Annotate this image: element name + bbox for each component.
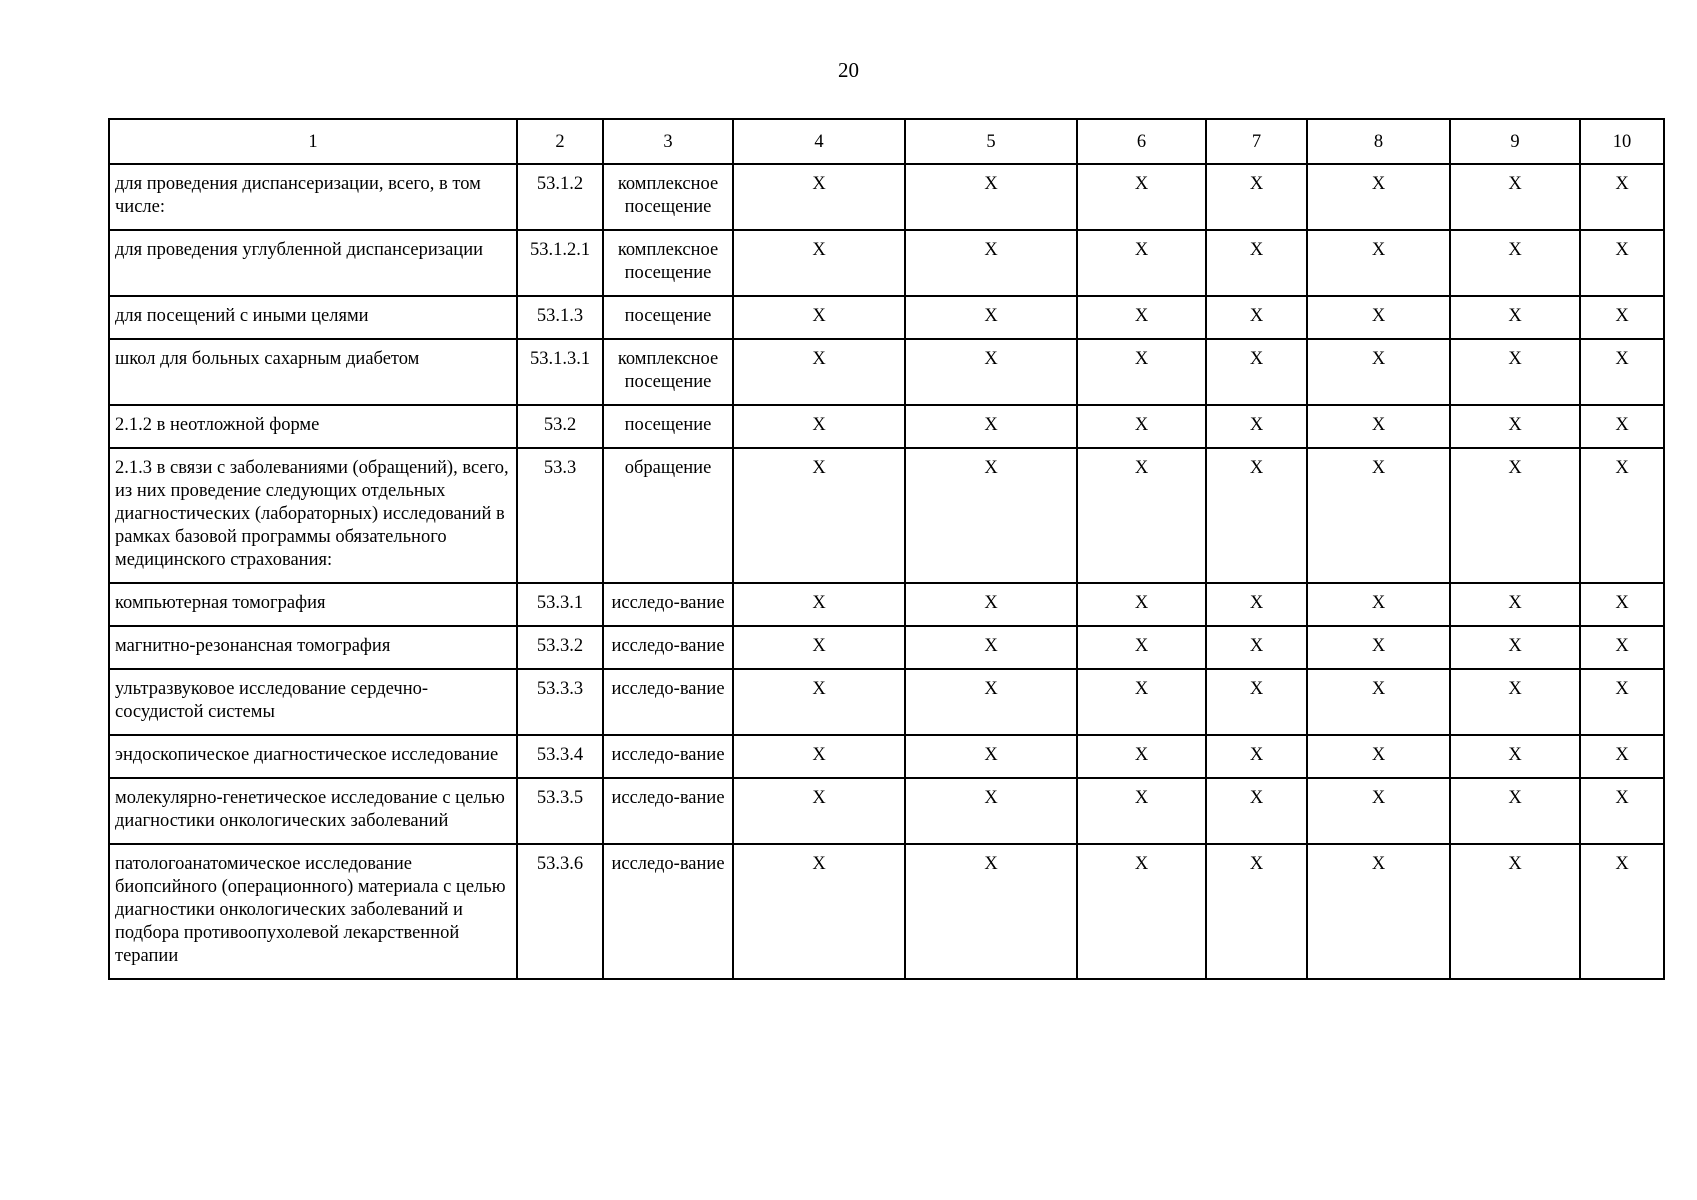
row-value-cell-col8: Х	[1307, 230, 1450, 296]
table-row	[109, 448, 1664, 583]
row-value-cell-col8: Х	[1307, 669, 1450, 735]
row-name-cell: ультразвуковое исследование сердечно-сосудистой системы	[109, 669, 517, 735]
row-name-cell: для проведения диспансеризации, всего, в том числе:	[109, 164, 517, 230]
row-value-cell-col9: Х	[1450, 296, 1580, 339]
table-row	[109, 164, 1664, 230]
row-value-cell-col7: Х	[1206, 448, 1307, 583]
row-unit-cell: исследо-вание	[603, 735, 733, 778]
row-unit-cell: посещение	[603, 296, 733, 339]
table-row	[109, 669, 1664, 735]
row-value-cell-col9: Х	[1450, 230, 1580, 296]
row-value-cell-col10: Х	[1580, 735, 1664, 778]
row-value-cell-col5: Х	[905, 669, 1077, 735]
row-value-cell-col4: Х	[733, 405, 905, 448]
row-value-cell-col6: Х	[1077, 296, 1206, 339]
table-body	[109, 164, 1664, 979]
row-value-cell-col8: Х	[1307, 164, 1450, 230]
row-value-cell-col6: Х	[1077, 448, 1206, 583]
row-value-cell-col7: Х	[1206, 164, 1307, 230]
page-number: 20	[838, 58, 859, 82]
table-header	[109, 119, 1664, 164]
row-value-cell-col8: Х	[1307, 296, 1450, 339]
row-value-cell-col9: Х	[1450, 844, 1580, 979]
data-table	[108, 118, 1665, 980]
row-name-cell: компьютерная томография	[109, 583, 517, 626]
row-unit-cell: исследо-вание	[603, 844, 733, 979]
row-code-cell: 53.1.3	[517, 296, 603, 339]
row-value-cell-col7: Х	[1206, 735, 1307, 778]
row-value-cell-col8: Х	[1307, 735, 1450, 778]
row-value-cell-col4: Х	[733, 230, 905, 296]
row-value-cell-col4: Х	[733, 844, 905, 979]
row-name-cell: эндоскопическое диагностическое исследование	[109, 735, 517, 778]
row-value-cell-col8: Х	[1307, 405, 1450, 448]
row-value-cell-col6: Х	[1077, 778, 1206, 844]
row-unit-cell: комплексное посещение	[603, 164, 733, 230]
row-value-cell-col6: Х	[1077, 230, 1206, 296]
table-row	[109, 339, 1664, 405]
row-value-cell-col6: Х	[1077, 735, 1206, 778]
row-value-cell-col9: Х	[1450, 448, 1580, 583]
row-name-cell: патологоанатомическое исследование биопсийного (операционного) материала с целью диагностики онкологических заболеваний и подбора противоопухолевой лекарственной терапии	[109, 844, 517, 979]
row-value-cell-col9: Х	[1450, 405, 1580, 448]
row-code-cell: 53.3.6	[517, 844, 603, 979]
table-row	[109, 296, 1664, 339]
row-code-cell: 53.3.1	[517, 583, 603, 626]
row-value-cell-col8: Х	[1307, 778, 1450, 844]
row-value-cell-col6: Х	[1077, 339, 1206, 405]
row-value-cell-col7: Х	[1206, 339, 1307, 405]
row-value-cell-col9: Х	[1450, 164, 1580, 230]
column-header-10: 10	[1580, 119, 1664, 164]
table-row	[109, 583, 1664, 626]
row-name-cell: для проведения углубленной диспансеризации	[109, 230, 517, 296]
row-value-cell-col7: Х	[1206, 669, 1307, 735]
row-unit-cell: исследо-вание	[603, 583, 733, 626]
row-value-cell-col9: Х	[1450, 583, 1580, 626]
row-value-cell-col4: Х	[733, 448, 905, 583]
row-unit-cell: комплексное посещение	[603, 339, 733, 405]
row-value-cell-col8: Х	[1307, 448, 1450, 583]
row-code-cell: 53.3.2	[517, 626, 603, 669]
row-value-cell-col4: Х	[733, 164, 905, 230]
row-code-cell: 53.3.4	[517, 735, 603, 778]
row-code-cell: 53.1.3.1	[517, 339, 603, 405]
row-value-cell-col10: Х	[1580, 230, 1664, 296]
row-code-cell: 53.1.2	[517, 164, 603, 230]
row-value-cell-col7: Х	[1206, 230, 1307, 296]
row-value-cell-col8: Х	[1307, 844, 1450, 979]
row-value-cell-col9: Х	[1450, 735, 1580, 778]
row-value-cell-col7: Х	[1206, 844, 1307, 979]
column-header-7: 7	[1206, 119, 1307, 164]
row-value-cell-col5: Х	[905, 448, 1077, 583]
row-value-cell-col7: Х	[1206, 583, 1307, 626]
table-row	[109, 844, 1664, 979]
row-name-cell: магнитно-резонансная томография	[109, 626, 517, 669]
row-value-cell-col4: Х	[733, 735, 905, 778]
row-value-cell-col9: Х	[1450, 626, 1580, 669]
row-value-cell-col5: Х	[905, 296, 1077, 339]
row-value-cell-col6: Х	[1077, 405, 1206, 448]
row-value-cell-col5: Х	[905, 583, 1077, 626]
row-unit-cell: исследо-вание	[603, 669, 733, 735]
row-value-cell-col6: Х	[1077, 844, 1206, 979]
row-value-cell-col10: Х	[1580, 448, 1664, 583]
column-header-8: 8	[1307, 119, 1450, 164]
row-value-cell-col5: Х	[905, 778, 1077, 844]
row-value-cell-col5: Х	[905, 230, 1077, 296]
row-unit-cell: комплексное посещение	[603, 230, 733, 296]
row-unit-cell: исследо-вание	[603, 778, 733, 844]
row-value-cell-col10: Х	[1580, 778, 1664, 844]
column-header-6: 6	[1077, 119, 1206, 164]
row-code-cell: 53.3	[517, 448, 603, 583]
row-value-cell-col5: Х	[905, 626, 1077, 669]
column-header-1: 1	[109, 119, 517, 164]
row-value-cell-col7: Х	[1206, 296, 1307, 339]
row-name-cell: 2.1.2 в неотложной форме	[109, 405, 517, 448]
row-value-cell-col5: Х	[905, 844, 1077, 979]
row-value-cell-col9: Х	[1450, 778, 1580, 844]
row-code-cell: 53.2	[517, 405, 603, 448]
row-value-cell-col5: Х	[905, 164, 1077, 230]
row-value-cell-col10: Х	[1580, 844, 1664, 979]
row-value-cell-col6: Х	[1077, 583, 1206, 626]
row-unit-cell: исследо-вание	[603, 626, 733, 669]
row-value-cell-col10: Х	[1580, 669, 1664, 735]
row-name-cell: 2.1.3 в связи с заболеваниями (обращений), всего, из них проведение следующих отдельных диагностических (лабораторных) исследований в рамках базовой программы обязательного медицинского страхования:	[109, 448, 517, 583]
column-header-5: 5	[905, 119, 1077, 164]
row-value-cell-col6: Х	[1077, 626, 1206, 669]
table-row	[109, 735, 1664, 778]
row-value-cell-col4: Х	[733, 626, 905, 669]
column-header-3: 3	[603, 119, 733, 164]
row-value-cell-col8: Х	[1307, 583, 1450, 626]
row-value-cell-col4: Х	[733, 296, 905, 339]
column-header-4: 4	[733, 119, 905, 164]
table-row	[109, 230, 1664, 296]
row-value-cell-col4: Х	[733, 778, 905, 844]
row-value-cell-col4: Х	[733, 583, 905, 626]
column-header-2: 2	[517, 119, 603, 164]
row-value-cell-col7: Х	[1206, 778, 1307, 844]
row-value-cell-col10: Х	[1580, 164, 1664, 230]
row-value-cell-col5: Х	[905, 735, 1077, 778]
row-value-cell-col8: Х	[1307, 339, 1450, 405]
row-value-cell-col8: Х	[1307, 626, 1450, 669]
row-code-cell: 53.3.3	[517, 669, 603, 735]
row-value-cell-col5: Х	[905, 405, 1077, 448]
row-value-cell-col7: Х	[1206, 405, 1307, 448]
row-value-cell-col5: Х	[905, 339, 1077, 405]
row-value-cell-col10: Х	[1580, 339, 1664, 405]
row-value-cell-col10: Х	[1580, 626, 1664, 669]
column-header-9: 9	[1450, 119, 1580, 164]
table-row	[109, 626, 1664, 669]
row-code-cell: 53.1.2.1	[517, 230, 603, 296]
row-code-cell: 53.3.5	[517, 778, 603, 844]
row-value-cell-col10: Х	[1580, 405, 1664, 448]
row-value-cell-col6: Х	[1077, 669, 1206, 735]
row-value-cell-col9: Х	[1450, 669, 1580, 735]
row-value-cell-col10: Х	[1580, 583, 1664, 626]
row-value-cell-col10: Х	[1580, 296, 1664, 339]
row-value-cell-col4: Х	[733, 669, 905, 735]
table-row	[109, 405, 1664, 448]
row-value-cell-col7: Х	[1206, 626, 1307, 669]
table-row	[109, 778, 1664, 844]
row-value-cell-col9: Х	[1450, 339, 1580, 405]
row-name-cell: для посещений с иными целями	[109, 296, 517, 339]
row-name-cell: школ для больных сахарным диабетом	[109, 339, 517, 405]
row-value-cell-col4: Х	[733, 339, 905, 405]
row-value-cell-col6: Х	[1077, 164, 1206, 230]
row-name-cell: молекулярно-генетическое исследование с целью диагностики онкологических заболеваний	[109, 778, 517, 844]
header-row	[109, 119, 1664, 164]
row-unit-cell: посещение	[603, 405, 733, 448]
row-unit-cell: обращение	[603, 448, 733, 583]
